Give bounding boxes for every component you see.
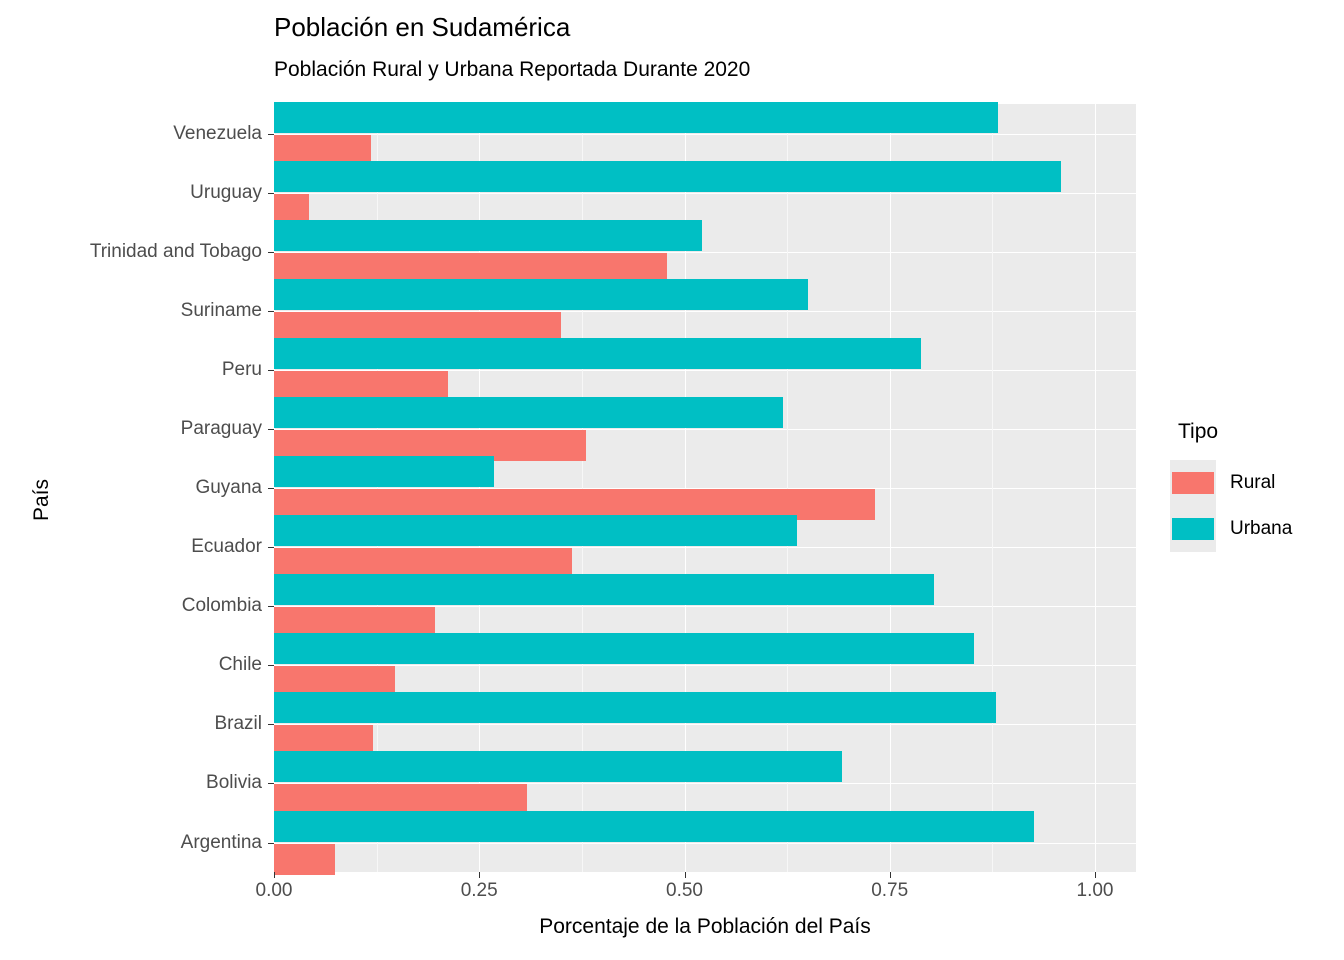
y-axis-tick (268, 665, 274, 666)
y-axis-tick (268, 606, 274, 607)
y-axis-label: Ecuador (191, 536, 262, 558)
gridline-horizontal (274, 724, 1136, 725)
legend-color-swatch-urbana (1172, 518, 1214, 540)
y-axis-tick (268, 134, 274, 135)
legend-swatch-urbana-key (1170, 506, 1216, 552)
gridline-vertical (1095, 104, 1096, 872)
y-axis-label: Brazil (214, 713, 262, 735)
chart-title: Población en Sudamérica (274, 12, 571, 42)
y-axis-label: Bolivia (206, 772, 262, 794)
gridline-vertical-minor (992, 104, 993, 872)
x-axis-tick (685, 872, 686, 878)
x-axis-tick (479, 872, 480, 878)
y-axis-label: Uruguay (190, 181, 262, 203)
x-axis-tick-labels (255, 880, 1136, 906)
gridline-horizontal (274, 665, 1136, 666)
y-axis-tick (268, 193, 274, 194)
bar-urbana (274, 692, 996, 723)
y-axis-label: Guyana (195, 477, 262, 498)
bar-urbana (274, 397, 783, 428)
y-axis-label: Peru (221, 358, 262, 380)
bar-urbana (274, 633, 974, 664)
x-axis-tick (1095, 872, 1096, 878)
y-axis-label: Chile (218, 654, 262, 676)
bar-urbana (274, 102, 998, 133)
bar-urbana (274, 279, 808, 310)
gridline-vertical (890, 104, 891, 872)
x-axis-label: 0.75 (871, 880, 909, 901)
bar-rural (274, 844, 335, 875)
legend-label-urbana: Urbana (1230, 518, 1293, 539)
x-axis-label: 0.50 (666, 880, 703, 901)
y-axis-tick (268, 843, 274, 844)
y-axis-tick (268, 370, 274, 371)
y-axis-tick (268, 724, 274, 725)
y-axis-label: Argentina (180, 831, 262, 853)
x-axis-label: 0.25 (460, 880, 498, 901)
bar-urbana (274, 161, 1061, 192)
gridline-horizontal (274, 193, 1136, 194)
legend-label-rural: Rural (1230, 472, 1276, 493)
y-axis-label: Suriname (180, 299, 262, 321)
legend-swatch-rural-key (1170, 460, 1216, 506)
y-axis-title: País (30, 478, 53, 522)
x-axis-tick (274, 872, 275, 878)
legend-item-rural[interactable] (1170, 460, 1340, 506)
y-axis-label: Paraguay (180, 417, 262, 439)
legend-title: Tipo (1178, 420, 1219, 443)
y-axis-label: Trinidad and Tobago (89, 240, 262, 262)
chart-subtitle: Población Rural y Urbana Reportada Durante 2020 (274, 58, 751, 81)
x-axis-label: 0.00 (255, 880, 293, 901)
y-axis-label: Venezuela (173, 122, 262, 144)
x-axis-label: 1.00 (1076, 880, 1114, 901)
y-axis-label: Colombia (181, 595, 262, 617)
bar-urbana (274, 338, 921, 369)
y-axis-tick (268, 252, 274, 253)
gridline-horizontal (274, 843, 1136, 844)
bar-urbana (274, 574, 934, 605)
y-axis-tick (268, 783, 274, 784)
bar-urbana (274, 515, 797, 546)
gridline-horizontal (274, 134, 1136, 135)
x-axis-tick (890, 872, 891, 878)
y-axis-ticks (266, 104, 274, 872)
x-axis-ticks (274, 872, 1136, 878)
legend-color-swatch-rural (1172, 472, 1214, 494)
bar-urbana (274, 456, 494, 487)
bar-urbana (274, 751, 842, 782)
y-axis-tick (268, 311, 274, 312)
legend (1170, 420, 1340, 552)
bar-urbana (274, 811, 1034, 842)
y-axis-tick (268, 488, 274, 489)
plot-panel (274, 104, 1136, 872)
x-axis-title: Porcentaje de la Población del País (539, 915, 871, 938)
bar-urbana (274, 220, 702, 251)
legend-item-urbana[interactable] (1170, 506, 1340, 552)
y-axis-tick (268, 547, 274, 548)
y-axis-tick (268, 429, 274, 430)
